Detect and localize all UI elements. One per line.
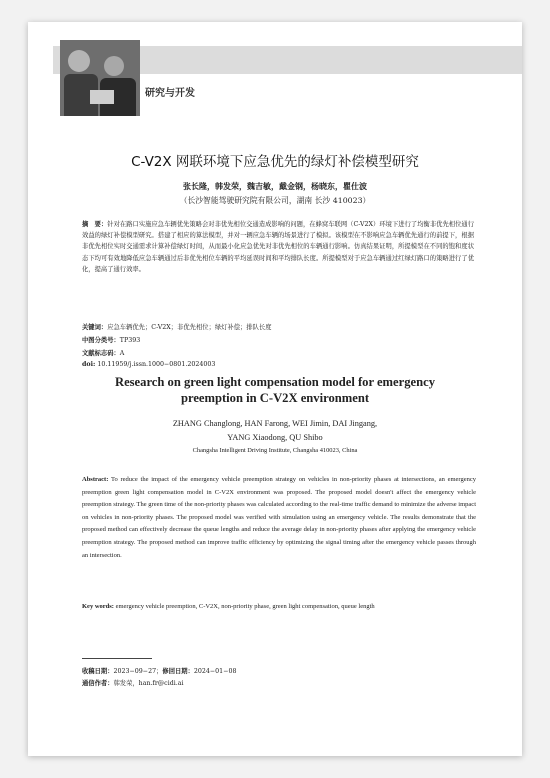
- cn-doi-value: 10.11959/j.issn.1000−0801.2024003: [97, 361, 216, 368]
- en-authors: [28, 417, 522, 445]
- cn-clc-label: 中图分类号：: [82, 337, 120, 344]
- cn-clc-value: TP393: [119, 337, 141, 344]
- cn-authors: 张长隆，韩发荣，魏吉敏，戴金钢，杨晓东，瞿仕波: [183, 181, 367, 191]
- cn-abstract-label: 摘 要：: [82, 221, 108, 228]
- cn-affiliation: （长沙智能驾驶研究院有限公司，湖南 长沙 410023）: [179, 196, 371, 205]
- corresponding-label: 通信作者：: [82, 680, 114, 687]
- journal-page: [28, 22, 522, 756]
- cn-abstract: [82, 219, 474, 275]
- cn-doi-label: doi:: [82, 361, 96, 368]
- cn-doc-code: [82, 348, 474, 357]
- en-abstract-text: To reduce the impact of the emergency vehicle preemption strategy on vehicles in non-priority phases at intersections, an emergency preemption green light compensation model in C-V2X environment was proposed. The proposed model doesn't affect the emergency vehicle preemption strategy. The green time of the non-priority phases was calculated according to the real-time traffic demand to minimize the adverse impact on vehicles in non-priority phases. The proposed model was verified with simulation using an emergency vehicle. The results demonstrate that the proposed method can effectively decrease the queue lengths and reduce the average delay in non-priority phases after applying the emergency vehicle preemption strategy. The proposed method can improve traffic efficiency by optimizing the signal timing after the emergency vehicle passes through an intersection.: [82, 476, 476, 559]
- cn-keywords-text: 应急车辆优先；C-V2X；非优先相位；绿灯补偿；排队长度: [107, 324, 272, 331]
- cn-keywords: [82, 322, 474, 331]
- cn-doc-value: A: [119, 350, 125, 357]
- revised-label: 修回日期：: [162, 668, 194, 675]
- en-keywords-text: emergency vehicle preemption, C-V2X, non-priority phase, green light compensation, queue length: [115, 603, 375, 610]
- cn-keywords-label: 关键词：: [82, 324, 108, 331]
- en-keywords: [82, 603, 476, 610]
- en-authors-line2: YANG Xiaodong, QU Shibo: [227, 433, 323, 442]
- cn-doi: [82, 361, 474, 368]
- en-title-line2: preemption in C-V2X environment: [180, 391, 370, 405]
- cn-clc: [82, 335, 474, 344]
- en-title-line1: Research on green light compensation model for emergency: [114, 375, 436, 389]
- footnote-dates: 收稿日期：2023−09−27；修回日期：2024−01−08: [82, 668, 237, 675]
- cn-title: C-V2X 网联环境下应急优先的绿灯补偿模型研究: [131, 154, 419, 170]
- header-photo: [60, 40, 140, 116]
- footnote-rule: [82, 658, 152, 659]
- revised-date: 2024−01−08: [193, 668, 237, 675]
- cn-doc-label: 文献标志码：: [82, 350, 120, 357]
- received-date: 2023−09−27: [113, 668, 157, 675]
- en-abstract-label: Abstract:: [82, 476, 109, 483]
- en-keywords-label: Key words:: [82, 603, 114, 610]
- en-affiliation: Changsha Intelligent Driving Institute, Changsha 410023, China: [192, 447, 358, 454]
- section-label: 研究与开发: [145, 88, 195, 99]
- en-authors-line1: ZHANG Changlong, HAN Farong, WEI Jimin, DAI Jingang,: [172, 419, 378, 428]
- en-title: [28, 374, 522, 406]
- corresponding-value: 韩发荣，han.fr@cidi.ai: [113, 680, 184, 687]
- en-abstract: [82, 474, 476, 562]
- received-label: 收稿日期：: [82, 668, 114, 675]
- cn-abstract-text: 针对在路口实施应急车辆优先策略会对非优先相位交通造成影响的问题，在蜂窝车联网（C-V2X）环境下进行了均衡非优先相位通行效益的绿灯补偿模型研究。搭建了相应的算法模型，并对一辆应急车辆的场景进行了模拟。该模型在不影响应急车辆优先通行的前提下，根据非优先相位实时交通需求计算补偿绿灯时间，从而最小化应急优先对非优先相位的车辆通行影响。仿真结果证明，所提模型在不同的饱和度状态下均可有效地降低应急车辆通过后非优先相位车辆的平均延误时间和平均排队长度。所提模型对于应急车辆通过红绿灯路口的策略进行了优化，提高了通行效率。: [82, 221, 475, 273]
- footnote-corresponding: [82, 678, 482, 687]
